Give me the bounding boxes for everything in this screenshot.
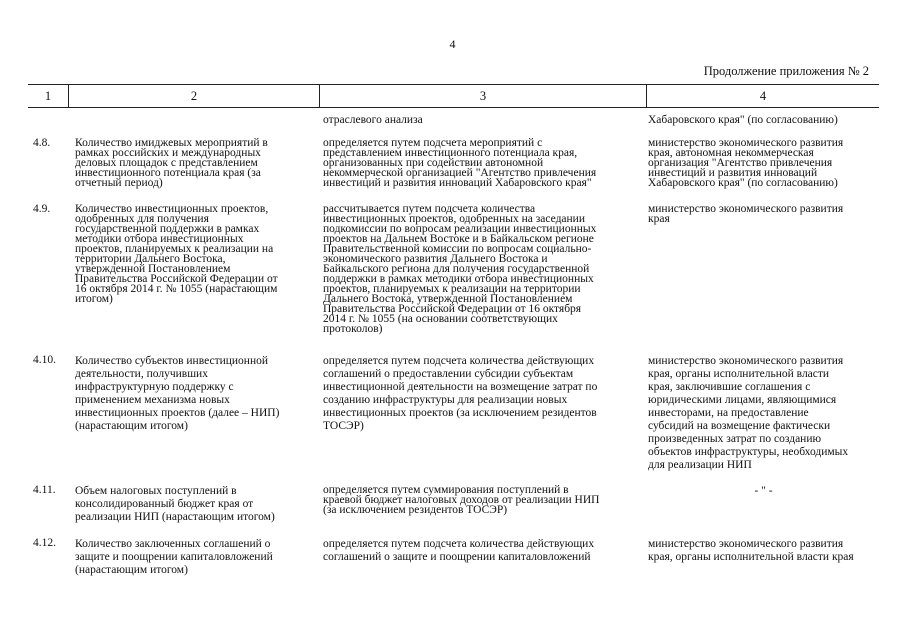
row-4-10-indicator: Количество субъектов инвестиционной деятельности, получивших инфраструктурную поддержку с применением механизма новых инвестиционных проектов (далее – НИП) (нарастающим итогом) bbox=[75, 355, 280, 432]
row-0-responsible: Хабаровского края" (по согласованию) bbox=[648, 114, 838, 126]
header-col-3: 3 bbox=[319, 85, 646, 107]
row-4-12-method: определяется путем подсчета количества действующих соглашений о защите и поощрении капиталовложений bbox=[323, 538, 595, 563]
row-4-8-indicator: Количество имиджевых мероприятий в рамках российских и международных деловых площадок с представлением инвестиционного потенциала края (за отчетный период) bbox=[75, 137, 268, 189]
row-4-9-responsible: министерство экономического развития края bbox=[648, 203, 844, 225]
row-4-9-method: рассчитывается путем подсчета количества инвестиционных проектов, одобренных на заседании подкомиссии по вопросам реализации инвестиционных проектов на Дальнем Востоке и в Байкальском регионе Правительственной комиссии по вопросам социально- экономического развития Дальнего Востока и Байкальского региона для получения государственной поддержки в рамках методики отбора инвестиционных проектов, планируемых к реализации на территории Дальнего Востока, утвержденной Постановлением Правительства Российской Федерации от 16 октября 2014 г. № 1055 (на основании соответствующих протоколов) bbox=[323, 203, 597, 335]
row-4-11-number: 4.11. bbox=[33, 484, 56, 496]
row-4-10-method: определяется путем подсчета количества действующих соглашений о предоставлении субсидии субъектам инвестиционной деятельности на возмещение затрат по созданию инфраструктуры для реализации новых инвестиционных проектов (за исключением резидентов ТОСЭР) bbox=[323, 355, 598, 432]
row-4-11-indicator: Объем налоговых поступлений в консолидированный бюджет края от реализации НИП (нарастающим итогом) bbox=[75, 485, 275, 523]
row-4-10-number: 4.10. bbox=[33, 354, 56, 366]
header-col-1: 1 bbox=[44, 88, 52, 103]
row-4-8-number: 4.8. bbox=[33, 137, 51, 149]
header-col-2: 2 bbox=[68, 85, 319, 107]
row-0-method: отраслевого анализа bbox=[323, 114, 423, 126]
continuation-label: Продолжение приложения № 2 bbox=[703, 64, 869, 78]
row-4-10-responsible: министерство экономического развития края, органы исполнительной власти края, заключившие соглашения с юридическими лицами, являющимися инвесторами, на предоставление субсидий на возмещение фактически произведенных затрат по созданию объектов инфраструктуры, необходимых для реализации НИП bbox=[648, 355, 849, 471]
row-4-12-indicator: Количество заключенных соглашений о защите и поощрении капиталовложений (нарастающим итогом) bbox=[75, 538, 273, 576]
row-4-8-method: определяется путем подсчета мероприятий с представлением инвестиционного потенциала края, организованных при содействии автономной некоммерческой организацией "Агентство привлечения инвестиций и развития инноваций Хабаровского края" bbox=[323, 137, 597, 189]
table-header bbox=[28, 84, 879, 108]
row-4-9-indicator: Количество инвестиционных проектов, одобренных для получения государственной поддержки в рамках методики отбора инвестиционных проектов, планируемых к реализации на территории Дальнего Востока, утвержденной Постановлением Правительства Российской Федерации от 16 октября 2014 г. № 1055 (нарастающим итогом) bbox=[75, 203, 278, 305]
row-4-11-method: определяется путем суммирования поступлений в краевой бюджет налоговых доходов от реализации НИП (за исключением резидентов ТОСЭР) bbox=[323, 484, 600, 516]
header-col-4: 4 bbox=[646, 85, 879, 107]
row-4-9-number: 4.9. bbox=[33, 203, 51, 215]
row-4-11-responsible: - " - bbox=[754, 485, 773, 497]
row-4-8-responsible: министерство экономического развития края, автономная некоммерческая организация "Агентство привлечения инвестиций и развития инноваций Хабаровского края" (по согласованию) bbox=[648, 137, 844, 189]
row-4-12-number: 4.12. bbox=[33, 537, 56, 549]
page-number: 4 bbox=[449, 37, 456, 51]
row-4-12-responsible: министерство экономического развития края, органы исполнительной власти края bbox=[648, 538, 854, 563]
